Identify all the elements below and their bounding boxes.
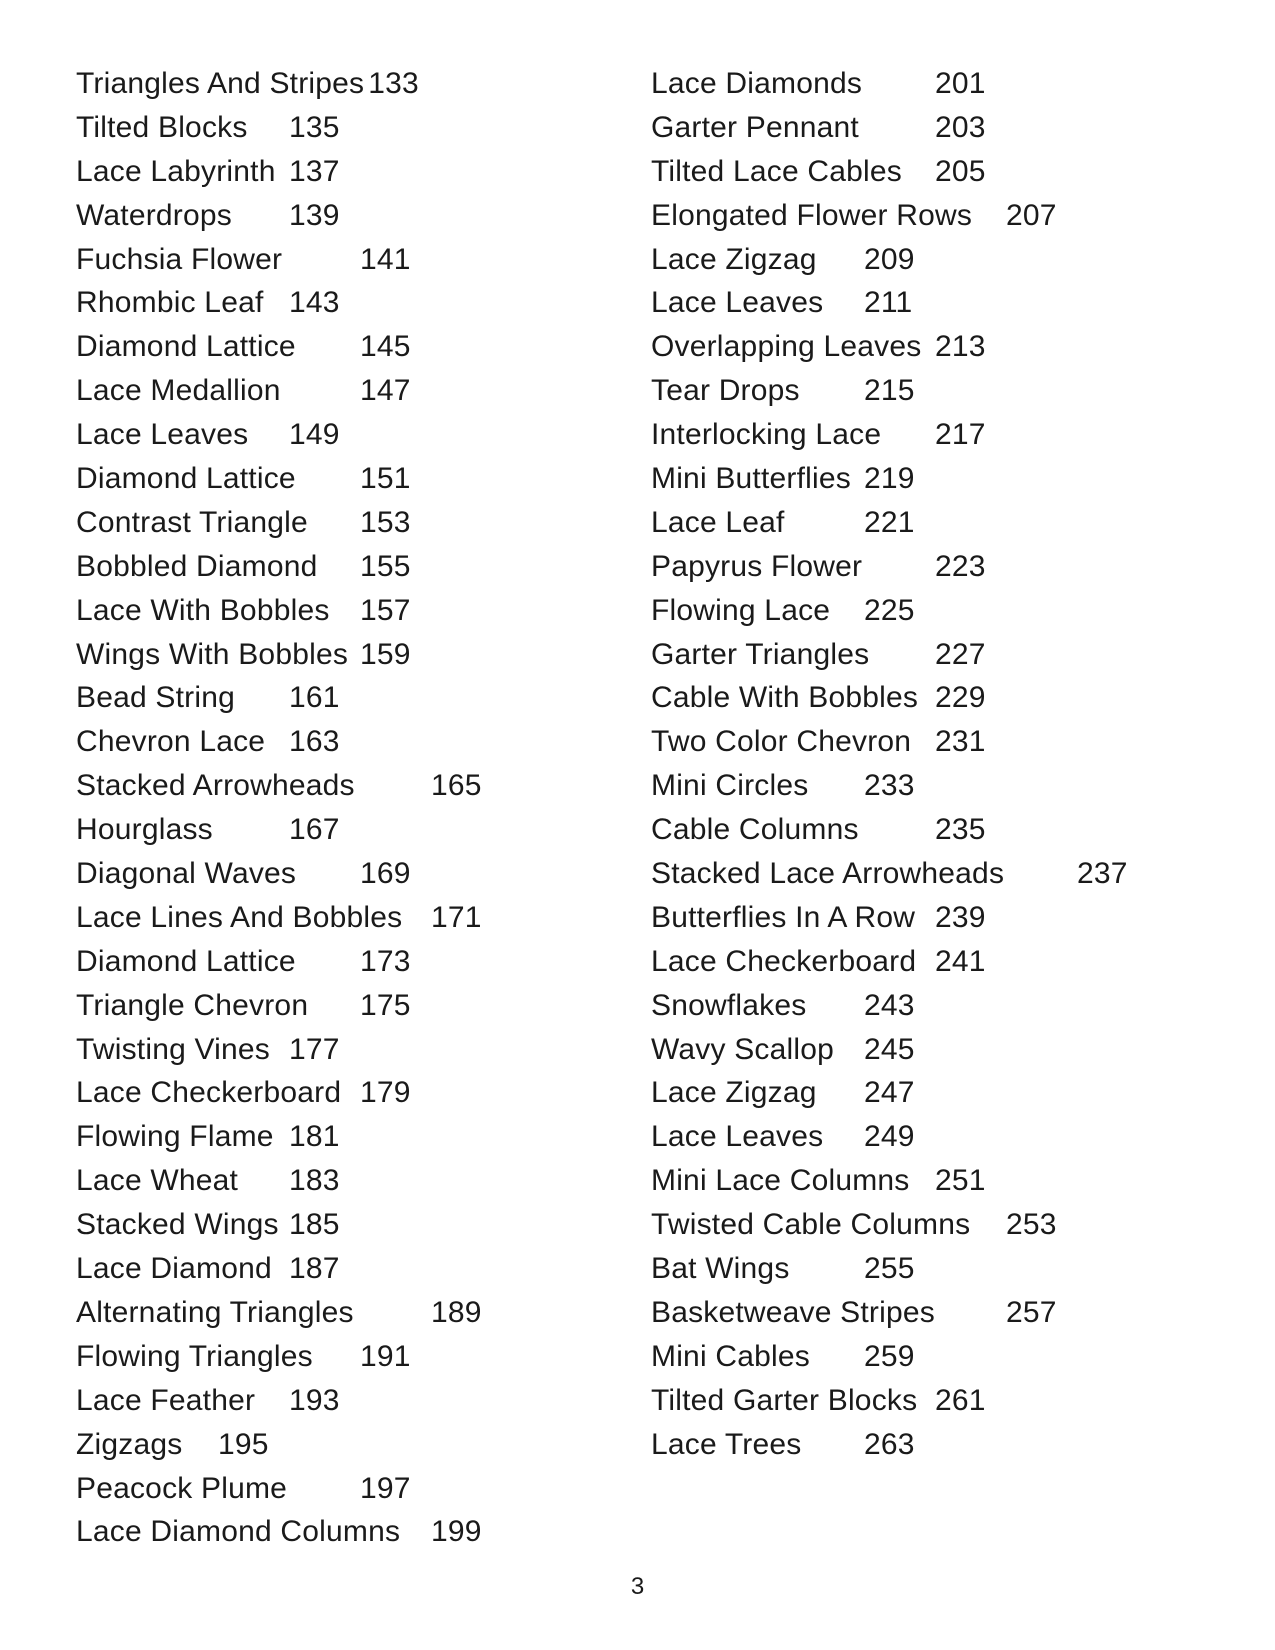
toc-entry-title: Triangle Chevron [76,988,309,1022]
toc-entry-title: Contrast Triangle [76,505,308,539]
toc-entry [76,62,482,106]
toc-entry [651,281,1128,325]
toc-entry-page: 153 [360,505,411,539]
toc-entry [76,1291,482,1335]
toc-entry [651,62,1128,106]
toc-entry [76,1115,482,1159]
toc-entry-title: Overlapping Leaves [651,330,922,364]
toc-entry-page: 137 [289,154,340,188]
toc-entry [76,676,482,720]
toc-entry-page: 199 [431,1515,482,1549]
toc-entry-title: Lace With Bobbles [76,593,330,627]
toc-entry [651,896,1128,940]
toc-entry-page: 233 [864,769,915,803]
toc-entry-title: Mini Circles [651,769,809,803]
toc-entry-title: Twisting Vines [76,1032,271,1066]
toc-entry [76,369,482,413]
toc-entry-page: 133 [368,67,419,100]
toc-entry-title: Lace Leaf [651,505,785,539]
toc-entry [76,1159,482,1203]
toc-entry-page: 157 [360,593,411,627]
toc-entry-title: Diamond Lattice [76,462,296,496]
toc-entry-page: 195 [218,1427,269,1461]
toc-entry-title: Alternating Triangles [76,1295,354,1329]
toc-entry-title: Rhombic Leaf [76,286,264,320]
toc-entry-page: 231 [935,725,986,759]
toc-entry-page: 175 [360,988,411,1022]
toc-entry-title: Bobbled Diamond [76,549,318,583]
toc-entry-title: Hourglass [76,813,213,847]
toc-entry [76,238,482,282]
toc-entry-page: 207 [1006,198,1057,232]
toc-entry-page: 151 [360,462,411,496]
toc-entry-title: Lace Leaves [651,286,824,320]
toc-entry-page: 197 [360,1471,411,1505]
toc-entry [76,1071,482,1115]
toc-entry-title: Flowing Flame [76,1120,274,1154]
toc-entry [76,633,482,677]
toc-entry-page: 183 [289,1164,340,1198]
toc-entry-title: Bead String [76,681,235,715]
toc-entry-title: Bat Wings [651,1252,790,1286]
toc-entry-title: Snowflakes [651,988,807,1022]
toc-entry-page: 139 [289,198,340,232]
toc-entry-page: 215 [864,374,915,408]
toc-entry [76,1467,482,1511]
toc-entry-title: Mini Butterflies [651,462,851,496]
toc-entry [76,1203,482,1247]
toc-entry-title: Stacked Arrowheads [76,769,355,803]
toc-entry [76,413,482,457]
toc-entry-title: Garter Pennant [651,110,859,144]
toc-entry-page: 225 [864,593,915,627]
toc-entry [76,720,482,764]
toc-entry-title: Lace Medallion [76,374,281,408]
toc-entry-title: Mini Cables [651,1339,810,1373]
toc-entry-page: 239 [935,900,986,934]
toc-entry-page: 229 [935,681,986,715]
toc-entry [76,984,482,1028]
toc-entry-title: Lace Diamond Columns [76,1515,401,1549]
toc-entry-page: 149 [289,418,340,452]
toc-entry-title: Lace Diamond [76,1252,272,1286]
toc-entry-title: Lace Wheat [76,1164,239,1198]
toc-entry [651,1247,1128,1291]
toc-entry [651,1071,1128,1115]
toc-entry-title: Tear Drops [651,374,800,408]
toc-entry [651,545,1128,589]
toc-entry-page: 247 [864,1076,915,1110]
toc-entry-page: 189 [431,1295,482,1329]
toc-entry [76,325,482,369]
toc-entry-page: 263 [864,1427,915,1461]
toc-entry [651,457,1128,501]
toc-entry-title: Fuchsia Flower [76,242,283,276]
toc-entry [76,1028,482,1072]
toc-entry-page: 241 [935,944,986,978]
toc-entry-page: 167 [289,813,340,847]
toc-entry-title: Diagonal Waves [76,857,297,891]
page-number: 3 [630,1573,645,1600]
toc-entry-title: Stacked Lace Arrowheads [651,857,1005,891]
toc-entry-page: 191 [360,1339,411,1373]
toc-entry-page: 181 [289,1120,340,1154]
toc-entry-title: Diamond Lattice [76,944,296,978]
toc-entry-page: 147 [360,374,411,408]
toc-entry-title: Butterflies In A Row [651,900,916,934]
toc-entry-page: 203 [935,110,986,144]
toc-entry [76,764,482,808]
toc-entry [76,1379,482,1423]
toc-entry-page: 135 [289,110,340,144]
toc-entry-page: 235 [935,813,986,847]
toc-entry-title: Lace Diamonds [651,67,863,100]
toc-entry-page: 171 [431,900,482,934]
toc-entry-page: 257 [1006,1295,1057,1329]
toc-entry [76,1247,482,1291]
toc-entry-title: Wavy Scallop [651,1032,835,1066]
toc-entry-page: 249 [864,1120,915,1154]
toc-entry-page: 205 [935,154,986,188]
toc-entry [76,852,482,896]
toc-entry [76,501,482,545]
toc-entry-page: 165 [431,769,482,803]
toc-entry-page: 253 [1006,1208,1057,1242]
toc-entry-page: 193 [289,1383,340,1417]
toc-entry-title: Lace Zigzag [651,242,817,276]
toc-entry-page: 211 [864,286,913,320]
toc-entry-page: 145 [360,330,411,364]
toc-entry [651,1159,1128,1203]
toc-entry-page: 255 [864,1252,915,1286]
toc-entry [76,1335,482,1379]
toc-entry [651,194,1128,238]
toc-entry-title: Two Color Chevron [651,725,912,759]
toc-entry-title: Lace Checkerboard [651,944,917,978]
toc-entry [651,808,1128,852]
toc-entry [76,150,482,194]
toc-entry-page: 143 [289,286,340,320]
toc-entry-title: Mini Lace Columns [651,1164,910,1198]
toc-entry [76,106,482,150]
toc-entry-title: Zigzags [76,1427,183,1461]
toc-entry-title: Triangles And Stripes [76,67,365,100]
toc-right-column [651,62,1128,1467]
toc-entry-page: 173 [360,944,411,978]
toc-entry-page: 187 [289,1252,340,1286]
toc-entry-title: Peacock Plume [76,1471,288,1505]
toc-entry-title: Lace Trees [651,1427,802,1461]
toc-entry [651,150,1128,194]
toc-entry-page: 261 [935,1383,986,1417]
toc-entry-title: Cable Columns [651,813,859,847]
toc-entry [651,325,1128,369]
toc-entry-title: Tilted Blocks [76,110,248,144]
toc-entry-page: 219 [864,462,915,496]
toc-entry-page: 237 [1077,857,1128,891]
toc-entry-title: Flowing Triangles [76,1339,313,1373]
toc-entry [651,501,1128,545]
toc-entry [651,940,1128,984]
toc-entry-title: Flowing Lace [651,593,831,627]
toc-entry-title: Waterdrops [76,198,232,232]
toc-entry [76,896,482,940]
toc-entry-title: Tilted Garter Blocks [651,1383,918,1417]
toc-entry-title: Lace Lines And Bobbles [76,900,403,934]
toc-entry-page: 245 [864,1032,915,1066]
toc-entry-title: Lace Feather [76,1383,256,1417]
toc-entry [651,1379,1128,1423]
toc-entry [651,764,1128,808]
toc-entry-title: Elongated Flower Rows [651,198,973,232]
toc-entry [76,589,482,633]
toc-entry-page: 177 [289,1032,340,1066]
toc-entry [76,194,482,238]
toc-entry-title: Diamond Lattice [76,330,296,364]
toc-entry-title: Lace Checkerboard [76,1076,342,1110]
toc-entry [76,281,482,325]
toc-entry-title: Garter Triangles [651,637,870,671]
toc-entry [651,369,1128,413]
toc-entry-title: Lace Leaves [651,1120,824,1154]
toc-entry [651,633,1128,677]
toc-entry-page: 185 [289,1208,340,1242]
toc-entry-page: 243 [864,988,915,1022]
toc-entry-page: 221 [864,505,915,539]
toc-entry [651,106,1128,150]
toc-entry-title: Wings With Bobbles [76,637,349,671]
toc-entry-page: 209 [864,242,915,276]
toc-entry [651,1423,1128,1467]
toc-entry [651,1335,1128,1379]
toc-entry [76,940,482,984]
toc-entry-page: 217 [935,418,986,452]
toc-entry-page: 179 [360,1076,411,1110]
toc-entry [76,545,482,589]
toc-entry-title: Lace Zigzag [651,1076,817,1110]
toc-entry [651,676,1128,720]
toc-entry-page: 155 [360,549,411,583]
toc-entry-title: Chevron Lace [76,725,266,759]
toc-left-column [76,62,482,1554]
toc-entry [651,1203,1128,1247]
toc-entry-title: Twisted Cable Columns [651,1208,971,1242]
toc-entry-page: 163 [289,725,340,759]
toc-entry-title: Lace Leaves [76,418,249,452]
toc-entry [76,457,482,501]
toc-entry-title: Papyrus Flower [651,549,863,583]
toc-entry-page: 223 [935,549,986,583]
toc-entry [651,1115,1128,1159]
toc-entry [76,1510,482,1554]
toc-entry [651,589,1128,633]
toc-entry [651,238,1128,282]
toc-entry-page: 161 [289,681,340,715]
toc-entry [651,1028,1128,1072]
toc-entry-title: Interlocking Lace [651,418,882,452]
toc-entry [651,1291,1128,1335]
toc-entry-title: Basketweave Stripes [651,1295,935,1329]
toc-entry-page: 259 [864,1339,915,1373]
toc-entry-page: 251 [935,1164,986,1198]
toc-entry [651,720,1128,764]
toc-entry-page: 141 [360,242,411,276]
toc-entry-page: 159 [360,637,411,671]
toc-entry-page: 169 [360,857,411,891]
toc-entry [651,413,1128,457]
toc-entry [651,852,1128,896]
toc-entry [76,1423,482,1467]
toc-entry-page: 213 [935,330,986,364]
toc-entry [651,984,1128,1028]
toc-entry-title: Tilted Lace Cables [651,154,902,188]
toc-entry-title: Cable With Bobbles [651,681,919,715]
toc-entry [76,808,482,852]
toc-entry-title: Lace Labyrinth [76,154,276,188]
toc-entry-page: 201 [935,67,986,100]
toc-entry-page: 227 [935,637,986,671]
toc-entry-title: Stacked Wings [76,1208,279,1242]
